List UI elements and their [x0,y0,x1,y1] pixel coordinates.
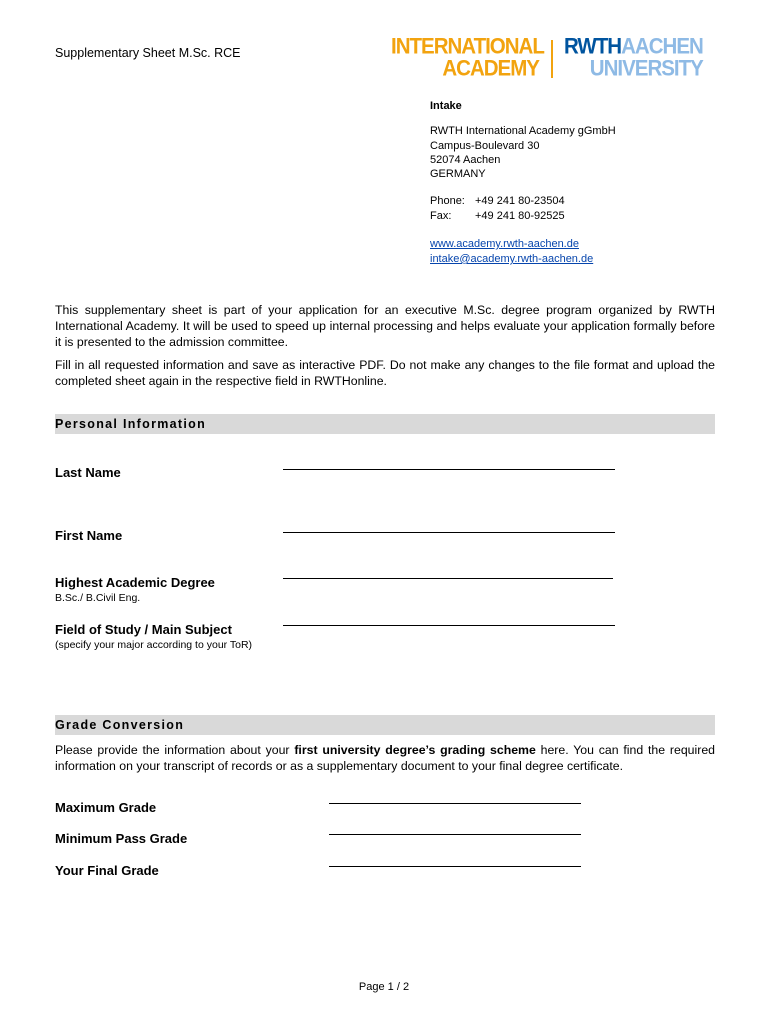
degree-hint: B.Sc./ B.Civil Eng. [55,592,141,604]
maximum-grade-label: Maximum Grade [55,800,157,815]
intro-paragraph: This supplementary sheet is part of your application for an executive M.Sc. degree program organized by RWTH International Academy. It will be used to speed up internal processing and helps evaluate your application formally before it is presented to the admission committee. [55,303,715,349]
rwth-aachen-logo-text: RWTHAACHEN UNIVERSITY [564,34,703,81]
field-of-study-field[interactable] [283,625,615,626]
address-line: 52074 Aachen [430,154,501,166]
section-header-grades [55,715,715,735]
instructions-paragraph: Fill in all requested information and save as interactive PDF. Do not make any changes to the file format and upload the completed sheet again in the respective field in RWTHonline. [55,358,715,388]
last-name-label: Last Name [55,465,121,480]
email-link[interactable]: intake@academy.rwth-aachen.de [430,253,594,265]
degree-label: Highest Academic Degree [55,575,215,590]
address-line: Campus-Boulevard 30 [430,140,540,152]
first-name-label: First Name [55,528,123,543]
section-title: Personal Information [55,417,207,431]
international-academy-logo-text: INTERNATIONAL ACADEMY [391,34,544,81]
section-header-personal [55,414,715,434]
field-of-study-label: Field of Study / Main Subject [55,622,232,637]
field-of-study-hint: (specify your major according to your ToR) [55,639,253,651]
document-title: Supplementary Sheet M.Sc. RCE [55,46,241,60]
logo-divider [551,40,553,78]
address-department: Intake [430,100,462,112]
section-title: Grade Conversion [55,718,185,732]
page-number: Page 1 / 2 [358,981,410,993]
fax-label: Fax: [430,210,452,222]
minimum-pass-grade-label: Minimum Pass Grade [55,831,188,846]
address-line: GERMANY [430,168,486,180]
institution-logo [391,34,715,84]
website-link[interactable]: www.academy.rwth-aachen.de [430,238,579,250]
phone-label: Phone: [430,195,465,207]
fax-number: +49 241 80-92525 [475,210,565,222]
first-name-field[interactable] [283,532,615,533]
degree-field[interactable] [283,578,613,579]
phone-number: +49 241 80-23504 [475,195,565,207]
final-grade-field[interactable] [329,866,581,867]
minimum-pass-grade-field[interactable] [329,834,581,835]
address-line: RWTH International Academy gGmbH [430,125,616,137]
maximum-grade-field[interactable] [329,803,581,804]
final-grade-label: Your Final Grade [55,863,159,878]
last-name-field[interactable] [283,469,615,470]
grade-intro-paragraph: Please provide the information about your first university degree’s grading scheme here. You can find the required information on your transcript of records or as a supplementary document to your final degree certificate. [55,743,715,773]
